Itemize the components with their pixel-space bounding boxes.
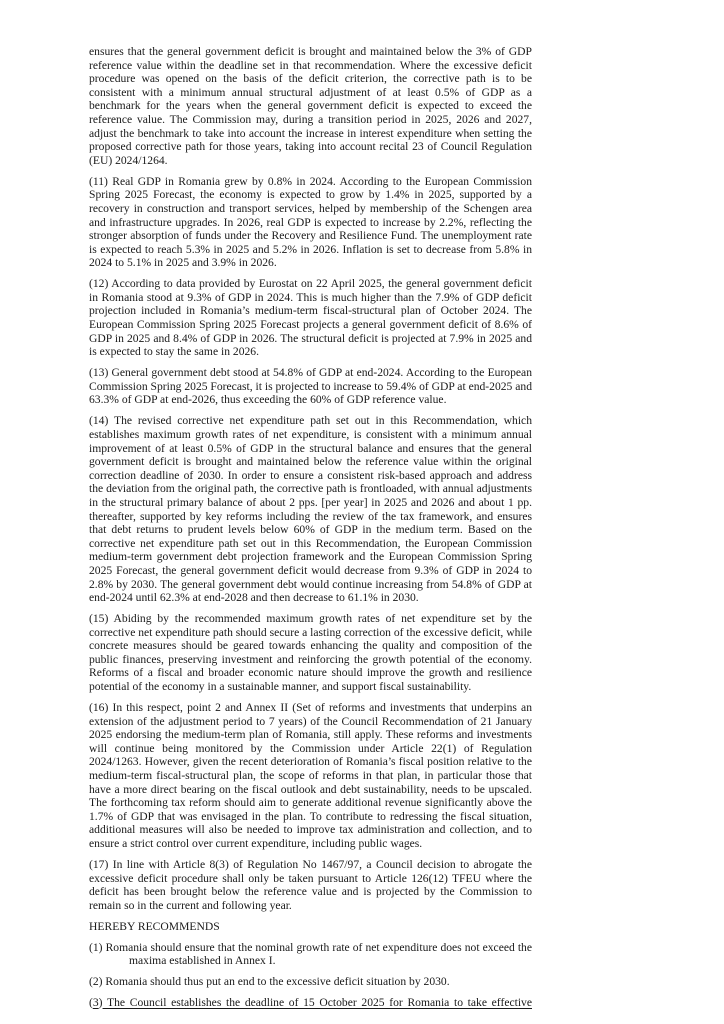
recommendation-2: (2) Romania should thus put an end to the excessive deficit situation by 2030. [89, 975, 450, 989]
recommendation-1: (1) Romania should ensure that the nominal growth rate of net expenditure does not exceed the maxima established in Annex I. [89, 940, 532, 968]
recital-11: (11) Real GDP in Romania grew by 0.8% in 2024. According to the European Commission Spring 2025 Forecast, the economy is expected to grow by 1.4% in 2025, supported by a recovery in construction and transport services, helped by membership of the Schengen area and infrastructure upgrades. In 2026, real GDP is expected to increase by 2.2%, reflecting the stronger absorption of funds under the Recovery and Resilience Fund. The unemployment rate is expected to reach 5.3% in 2025 and 5.2% in 2026. Inflation is set to decrease from 5.8% in 2024 to 5.1% in 2025 and 3.9% in 2026. [89, 174, 532, 270]
recital-16: (16) In this respect, point 2 and Annex II (Set of reforms and investments that underpins an extension of the adjustment period to 7 years) of the Council Recommendation of 21 January 2025 endorsing the medium-term plan of Romania, still apply. These reforms and investments will continue being monitored by the Commission under Article 22(1) of Regulation 2024/1263. However, given the recent deterioration of Romania’s fiscal position relative to the medium-term fiscal-structural plan, the scope of reforms in that plan, in particular those that have a more direct bearing on the fiscal outlook and debt sustainability, needs to be upscaled. The forthcoming tax reform should aim to generate additional revenue significantly above the 1.7% of GDP that was envisaged in the plan. To contribute to redressing the fiscal situation, additional measures will also be needed to improve tax administration and collection, and to ensure a strict control over current expenditure, including public wages. [89, 701, 532, 850]
section-heading-hereby-recommends: HEREBY RECOMMENDS [89, 919, 220, 933]
recital-17: (17) In line with Article 8(3) of Regulation No 1467/97, a Council decision to abrogate the excessive deficit procedure shall only be taken pursuant to Article 126(12) TFEU where the deficit has been brought below the reference value and is projected by the Commission to remain so in the current and following year. [89, 857, 532, 912]
paragraph-intro-continuation: ensures that the general government deficit is brought and maintained below the 3% of GDP reference value within the deadline set in that recommendation. Where the excessive deficit procedure was opened on the basis of the deficit criterion, the corrective path is to be consistent with a minimum annual structural adjustment of at least 0.5% of GDP as a benchmark for the years when the general government deficit is expected to exceed the reference value. The Commission may, during a transition period in 2025, 2026 and 2027, adjust the benchmark to take into account the increase in interest expenditure when setting the proposed corrective path for those years, taking into account recital 23 of Council Regulation (EU) 2024/1264. [89, 45, 532, 167]
recital-12: (12) According to data provided by Eurostat on 22 April 2025, the general government deficit in Romania stood at 9.3% of GDP in 2024. This is much higher than the 7.9% of GDP deficit projection included in Romania’s medium-term fiscal-structural plan of October 2024. The European Commission Spring 2025 Forecast projects a general government deficit of 8.6% of GDP in 2025 and 8.4% of GDP in 2026. The structural deficit is projected at 7.9% in 2025 and is expected to stay the same in 2026. [89, 277, 532, 359]
recommendation-3-close-paren: ) [98, 996, 103, 1010]
recommendation-3 [89, 996, 532, 1010]
recommendation-3-text: The Council establishes the deadline of 15 October 2025 for Romania to take effective [102, 996, 532, 1010]
document-page [89, 45, 532, 1010]
recommendation-3-open-paren: ( [89, 996, 93, 1010]
recital-15: (15) Abiding by the recommended maximum growth rates of net expenditure set by the corrective net expenditure path should secure a lasting correction of the excessive deficit, while concrete measures should be geared towards enhancing the quality and composition of the public finances, preserving investment and reinforcing the growth potential of the economy. Reforms of a fiscal and broader economic nature should improve the growth and resilience potential of the economy in a sustainable manner, and support fiscal sustainability. [89, 612, 532, 694]
recommendation-3-number: 3 [92, 996, 99, 1010]
recital-14: (14) The revised corrective net expenditure path set out in this Recommendation, which establishes maximum growth rates of net expenditure, is consistent with a minimum annual improvement of at least 0.5% of GDP in the structural balance and ensures that the general government deficit is brought and maintained below the reference value within the original correction deadline of 2030. In order to ensure a consistent risk-based approach and address the deviation from the original path, the corrective path is frontloaded, with annual adjustments in the structural primary balance of about 2 pps. [per year] in 2025 and 2026 and about 1 pp. thereafter, supported by key reforms including the review of the tax framework, and ensures that debt returns to prudent levels below 60% of GDP in the medium term. Based on the corrective net expenditure path set out in this Recommendation, the European Commission medium-term government debt projection framework and the European Commission Spring 2025 Forecast, the general government deficit would decrease from 9.3% of GDP in 2024 to 2.8% by 2030. The general government debt would continue increasing from 54.8% of GDP at end-2024 until 62.3% at end-2028 and then decrease to 61.1% in 2030. [89, 414, 532, 605]
recital-13: (13) General government debt stood at 54.8% of GDP at end-2024. According to the European Commission Spring 2025 Forecast, it is projected to increase to 59.4% of GDP at end-2025 and 63.3% of GDP at end-2026, thus exceeding the 60% of GDP reference value. [89, 366, 532, 407]
